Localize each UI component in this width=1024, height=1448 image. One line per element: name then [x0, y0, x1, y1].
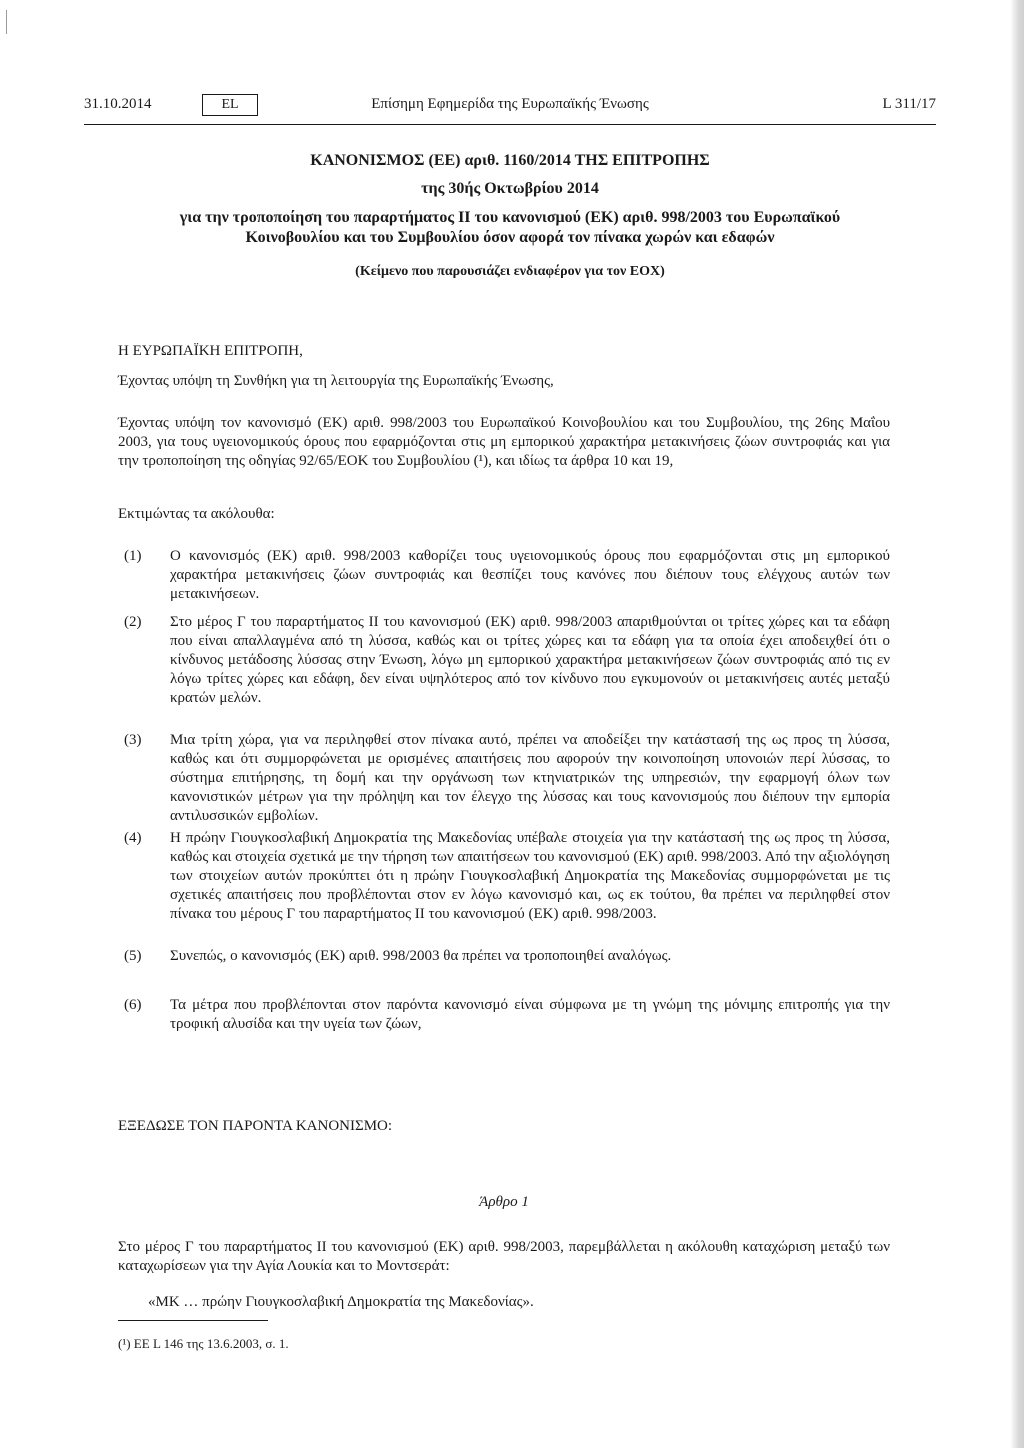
having-regard-regulation: Έχοντας υπόψη τον κανονισμό (ΕΚ) αριθ. 998/2003 του Ευρωπαϊκού Κοινοβουλίου και του Συμβουλίου, της 26ης Μαΐου 2003, για τους υγειονομικούς όρους που εφαρμόζονται στις μη εμπορικού χαρακτήρα μετακινήσεις ζώων συντροφιάς και για την τροποποίηση της οδηγίας 92/65/ΕΟΚ του Συμβουλίου (¹), και ιδίως τα άρθρα 10 και 19, — [118, 415, 890, 469]
regulation-date: της 30ής Οκτωβρίου 2014 — [421, 180, 599, 197]
journal-header — [84, 96, 936, 120]
recital-number: (1) — [124, 548, 142, 564]
recital-text: Στο μέρος Γ του παραρτήματος II του κανονισμού (ΕΚ) αριθ. 998/2003 απαριθμούνται οι τρίτες χώρες και τα εδάφη που είναι απαλλαγμένα από τη λύσσα, καθώς και οι τρίτες χώρες και τα εδάφη για τα οποία έχει αποδειχθεί ότι ο κίνδυνος μετάδοσης λύσσας στην Ένωση, λόγω μη εμπορικού χαρακτήρα μετακινήσεων ζώων συντροφιάς από τις εν λόγω τρίτες χώρες και εδάφη, δεν είναι υψηλότερος από τον κίνδυνο που εγκυμονούν οι μετακινήσεις αυτές μεταξύ κρατών μελών. — [170, 614, 890, 706]
article-heading: Άρθρο 1 — [479, 1194, 529, 1210]
publication-date: 31.10.2014 — [84, 96, 152, 112]
footnote: (¹) ΕΕ L 146 της 13.6.2003, σ. 1. — [118, 1336, 289, 1351]
recital-text: Ο κανονισμός (ΕΚ) αριθ. 998/2003 καθορίζει τους υγειονομικούς όρους που εφαρμόζονται στις μη εμπορικού χαρακτήρα μετακινήσεις ζώων συντροφιάς και θεσπίζει τους κανόνες που διέπουν τους ελέγχους αυτών των μετακινήσεων. — [170, 548, 890, 602]
header-rule — [84, 124, 936, 125]
authority-line: Η ΕΥΡΩΠΑΪΚΗ ΕΠΙΤΡΟΠΗ, — [118, 343, 303, 359]
recital-number: (3) — [124, 732, 142, 748]
recital-text: Μια τρίτη χώρα, για να περιληφθεί στον πίνακα αυτό, πρέπει να αποδείξει την κατάστασή της ως προς τη λύσσα, καθώς και ότι συμμορφώνεται με ορισμένες απαιτήσεις που αφορούν την κοινοποίηση υπονοιών περί λύσσας, το σύστημα επιτήρησης, τη δομή και την οργάνωση των κτηνιατρικών της υπηρεσιών, την εφαρμογή όλων των κανονιστικών μέτρων για την πρόληψη και τον έλεγχο της λύσσας και τους κανονισμούς που διέπουν την εμπορία αντιλυσσικών εμβολίων. — [170, 732, 890, 824]
recital-number: (6) — [124, 997, 142, 1013]
article-entry: «ΜΚ … πρώην Γιουγκοσλαβική Δημοκρατία της Μακεδονίας». — [148, 1294, 534, 1310]
scan-edge-shadow — [1010, 0, 1024, 1448]
regulation-title: ΚΑΝΟΝΙΣΜΟΣ (ΕΕ) αριθ. 1160/2014 ΤΗΣ ΕΠΙΤΡΟΠΗΣ — [310, 152, 710, 169]
recital-number: (4) — [124, 830, 142, 846]
article-text: Στο μέρος Γ του παραρτήματος II του κανονισμού (ΕΚ) αριθ. 998/2003, παρεμβάλλεται η ακόλουθη καταχώριση μεταξύ των καταχωρίσεων για την Αγία Λουκία και το Μοντσεράτ: — [118, 1239, 890, 1274]
recital-text: Η πρώην Γιουγκοσλαβική Δημοκρατία της Μακεδονίας υπέβαλε στοιχεία για την κατάστασή της ως προς τη λύσσα, καθώς και στοιχεία σχετικά με την τήρηση των απαιτήσεων του κανονισμού (ΕΚ) αριθ. 998/2003. Από την αξιολόγηση των στοιχείων αυτών προκύπτει ότι η πρώην Γιουγκοσλαβική Δημοκρατία της Μακεδονίας συμμορφώνεται με τις σχετικές απαιτήσεις που προβλέπονται στον εν λόγω κανονισμό και, ως εκ τούτου, θα πρέπει να περιληφθεί στον πίνακα του μέρους Γ του παραρτήματος II του κανονισμού (ΕΚ) αριθ. 998/2003. — [170, 830, 890, 922]
recital-text: Τα μέτρα που προβλέπονται στον παρόντα κανονισμό είναι σύμφωνα με τη γνώμη της μόνιμης επιτροπής για την τροφική αλυσίδα και την υγεία των ζώων, — [170, 997, 890, 1032]
whereas-heading: Εκτιμώντας τα ακόλουθα: — [118, 506, 275, 522]
recital-text: Συνεπώς, ο κανονισμός (ΕΚ) αριθ. 998/2003 θα πρέπει να τροποποιηθεί αναλόγως. — [170, 948, 672, 964]
page-reference: L 311/17 — [882, 96, 936, 112]
footnote-rule — [118, 1320, 268, 1321]
journal-name: Επίσημη Εφημερίδα της Ευρωπαϊκής Ένωσης — [371, 96, 649, 112]
language-code-box: EL — [202, 94, 258, 116]
having-regard-treaty: Έχοντας υπόψη τη Συνθήκη για τη λειτουργία της Ευρωπαϊκής Ένωσης, — [118, 373, 554, 389]
enacting-formula: ΕΞΕΔΩΣΕ ΤΟΝ ΠΑΡΟΝΤΑ ΚΑΝΟΝΙΣΜΟ: — [118, 1118, 393, 1134]
scan-mark — [6, 10, 7, 34]
recital-number: (2) — [124, 614, 142, 630]
recital-number: (5) — [124, 948, 142, 964]
eea-relevance-note: (Κείμενο που παρουσιάζει ενδιαφέρον για τον ΕΟΧ) — [355, 264, 665, 279]
regulation-subject: για την τροποποίηση του παραρτήματος II του κανονισμού (ΕΚ) αριθ. 998/2003 του Ευρωπαϊκού Κοινοβουλίου και του Συμβουλίου όσον αφορά τον πίνακα χωρών και εδαφών — [179, 209, 841, 246]
